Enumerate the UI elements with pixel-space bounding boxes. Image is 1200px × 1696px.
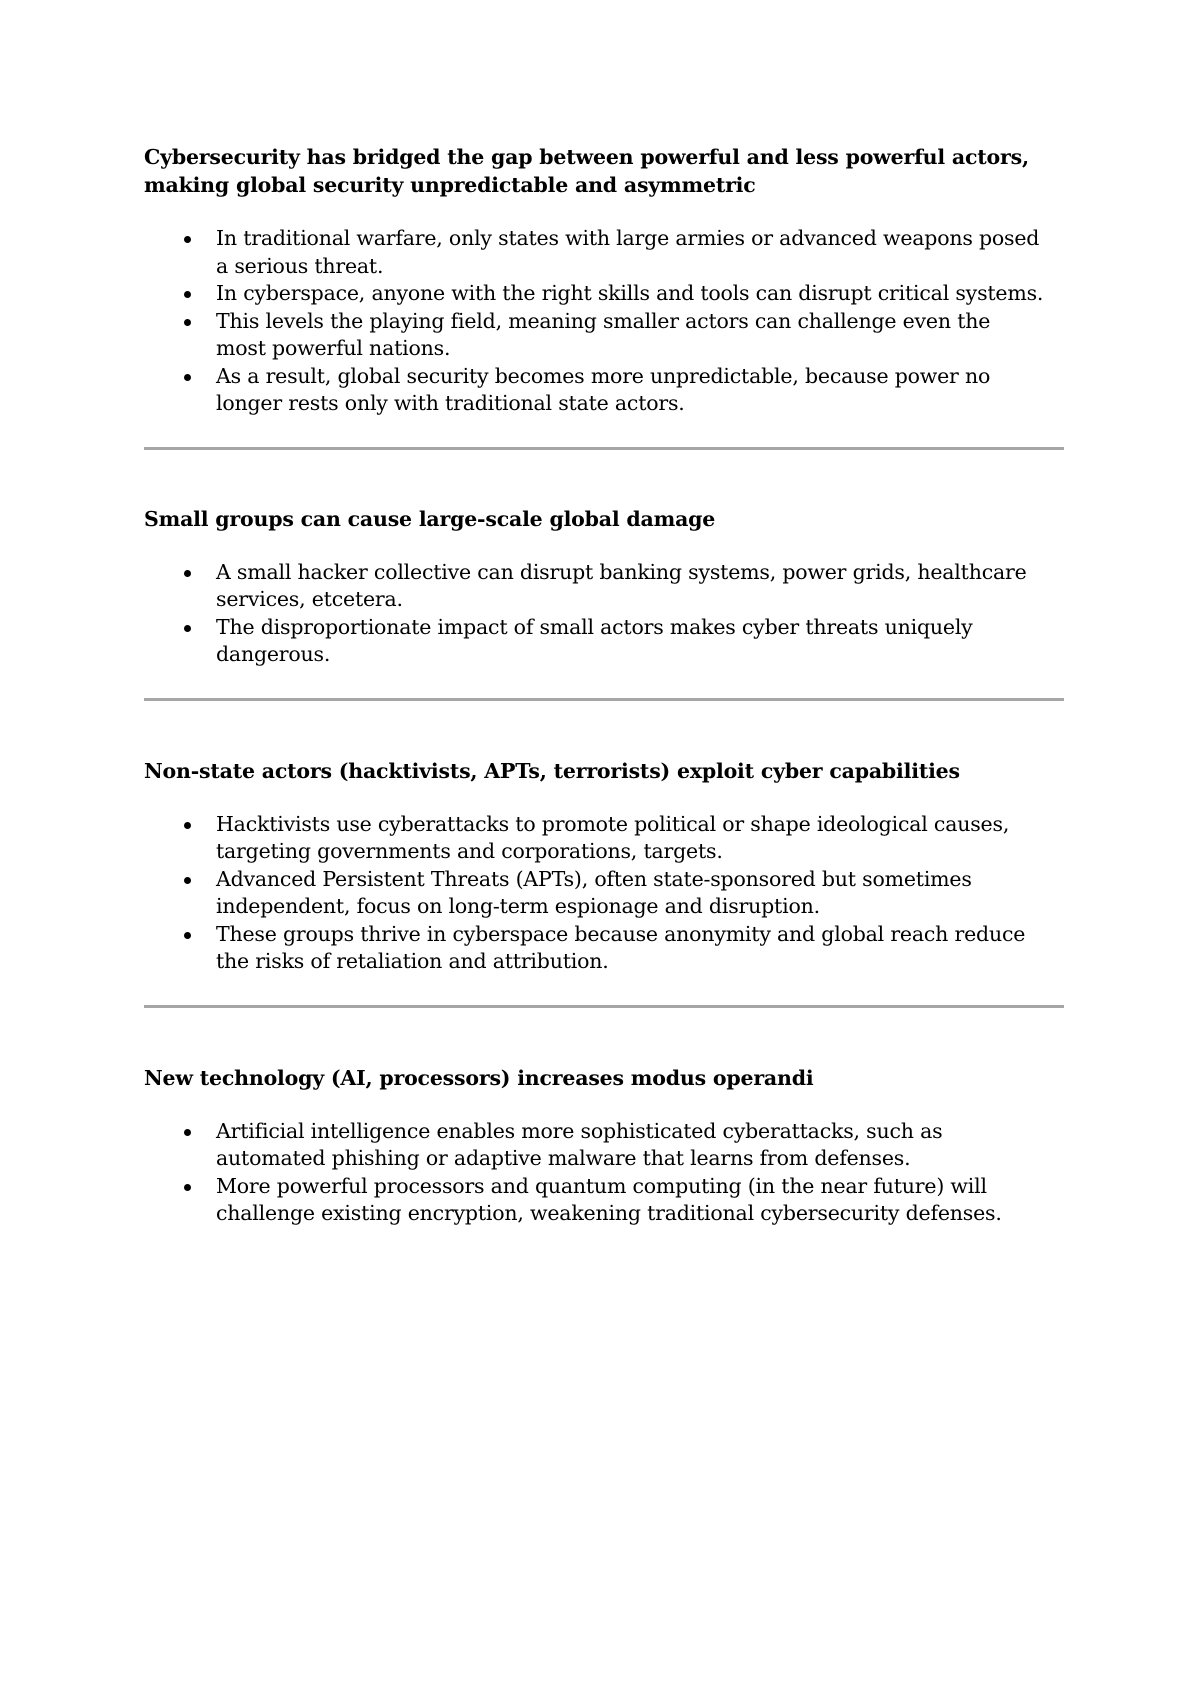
bullet-icon xyxy=(184,877,191,884)
bullet-text: This levels the playing field, meaning smaller actors can challenge even the most powerful nations. xyxy=(216,308,991,360)
bullet-list xyxy=(144,811,1064,976)
horizontal-divider xyxy=(144,1005,1064,1008)
document-page xyxy=(144,143,1064,1228)
bullet-item xyxy=(144,1173,1064,1228)
bullet-text: More powerful processors and quantum computing (in the near future) will challenge existing encryption, weakening traditional cybersecurity defenses. xyxy=(216,1173,1002,1225)
bullet-item xyxy=(144,559,1064,614)
horizontal-divider xyxy=(144,447,1064,450)
bullet-text: As a result, global security becomes more unpredictable, because power no longer rests only with traditional state actors. xyxy=(216,363,991,415)
bullet-item xyxy=(144,811,1064,866)
horizontal-divider xyxy=(144,698,1064,701)
bullet-item xyxy=(144,866,1064,921)
bullet-text: The disproportionate impact of small actors makes cyber threats uniquely dangerous. xyxy=(216,614,973,666)
bullet-item xyxy=(144,308,1064,363)
bullet-icon xyxy=(184,319,191,326)
bullet-icon xyxy=(184,822,191,829)
bullet-icon xyxy=(184,625,191,632)
bullet-icon xyxy=(184,932,191,939)
bullet-text: A small hacker collective can disrupt banking systems, power grids, healthcare services, etcetera. xyxy=(216,559,1027,611)
section-small-groups xyxy=(144,505,1064,701)
bullet-list xyxy=(144,559,1064,669)
bullet-item xyxy=(144,225,1064,280)
bullet-list xyxy=(144,225,1064,418)
section-heading: New technology (AI, processors) increases modus operandi xyxy=(144,1065,814,1090)
bullet-text: In traditional warfare, only states with large armies or advanced weapons posed a serious threat. xyxy=(216,226,1040,278)
bullet-icon xyxy=(184,1184,191,1191)
bullet-icon xyxy=(184,1129,191,1136)
bullet-text: Artificial intelligence enables more sophisticated cyberattacks, such as automated phishing or adaptive malware that learns from defenses. xyxy=(216,1118,943,1170)
bullet-item xyxy=(144,1118,1064,1173)
bullet-text: These groups thrive in cyberspace because anonymity and global reach reduce the risks of retaliation and attribution. xyxy=(216,921,1026,973)
bullet-icon xyxy=(184,236,191,243)
section-heading: Cybersecurity has bridged the gap between powerful and less powerful actors, making global security unpredictable and asymmetric xyxy=(144,145,1029,197)
bullet-list xyxy=(144,1118,1064,1228)
bullet-text: In cyberspace, anyone with the right skills and tools can disrupt critical systems. xyxy=(216,281,1044,305)
bullet-icon xyxy=(184,374,191,381)
bullet-text: Advanced Persistent Threats (APTs), often state-sponsored but sometimes independent, focus on long-term espionage and disruption. xyxy=(216,866,972,918)
bullet-item xyxy=(144,921,1064,976)
section-new-technology xyxy=(144,1064,1064,1228)
bullet-icon xyxy=(184,291,191,298)
bullet-item xyxy=(144,363,1064,418)
section-heading: Small groups can cause large-scale global damage xyxy=(144,506,716,531)
section-heading: Non-state actors (hacktivists, APTs, terrorists) exploit cyber capabilities xyxy=(144,758,960,783)
section-non-state-actors xyxy=(144,757,1064,1008)
bullet-text: Hacktivists use cyberattacks to promote political or shape ideological causes, targeting governments and corporations, targets. xyxy=(216,811,1010,863)
section-asymmetric-security xyxy=(144,143,1064,450)
bullet-item xyxy=(144,614,1064,669)
bullet-icon xyxy=(184,570,191,577)
bullet-item xyxy=(144,280,1064,308)
